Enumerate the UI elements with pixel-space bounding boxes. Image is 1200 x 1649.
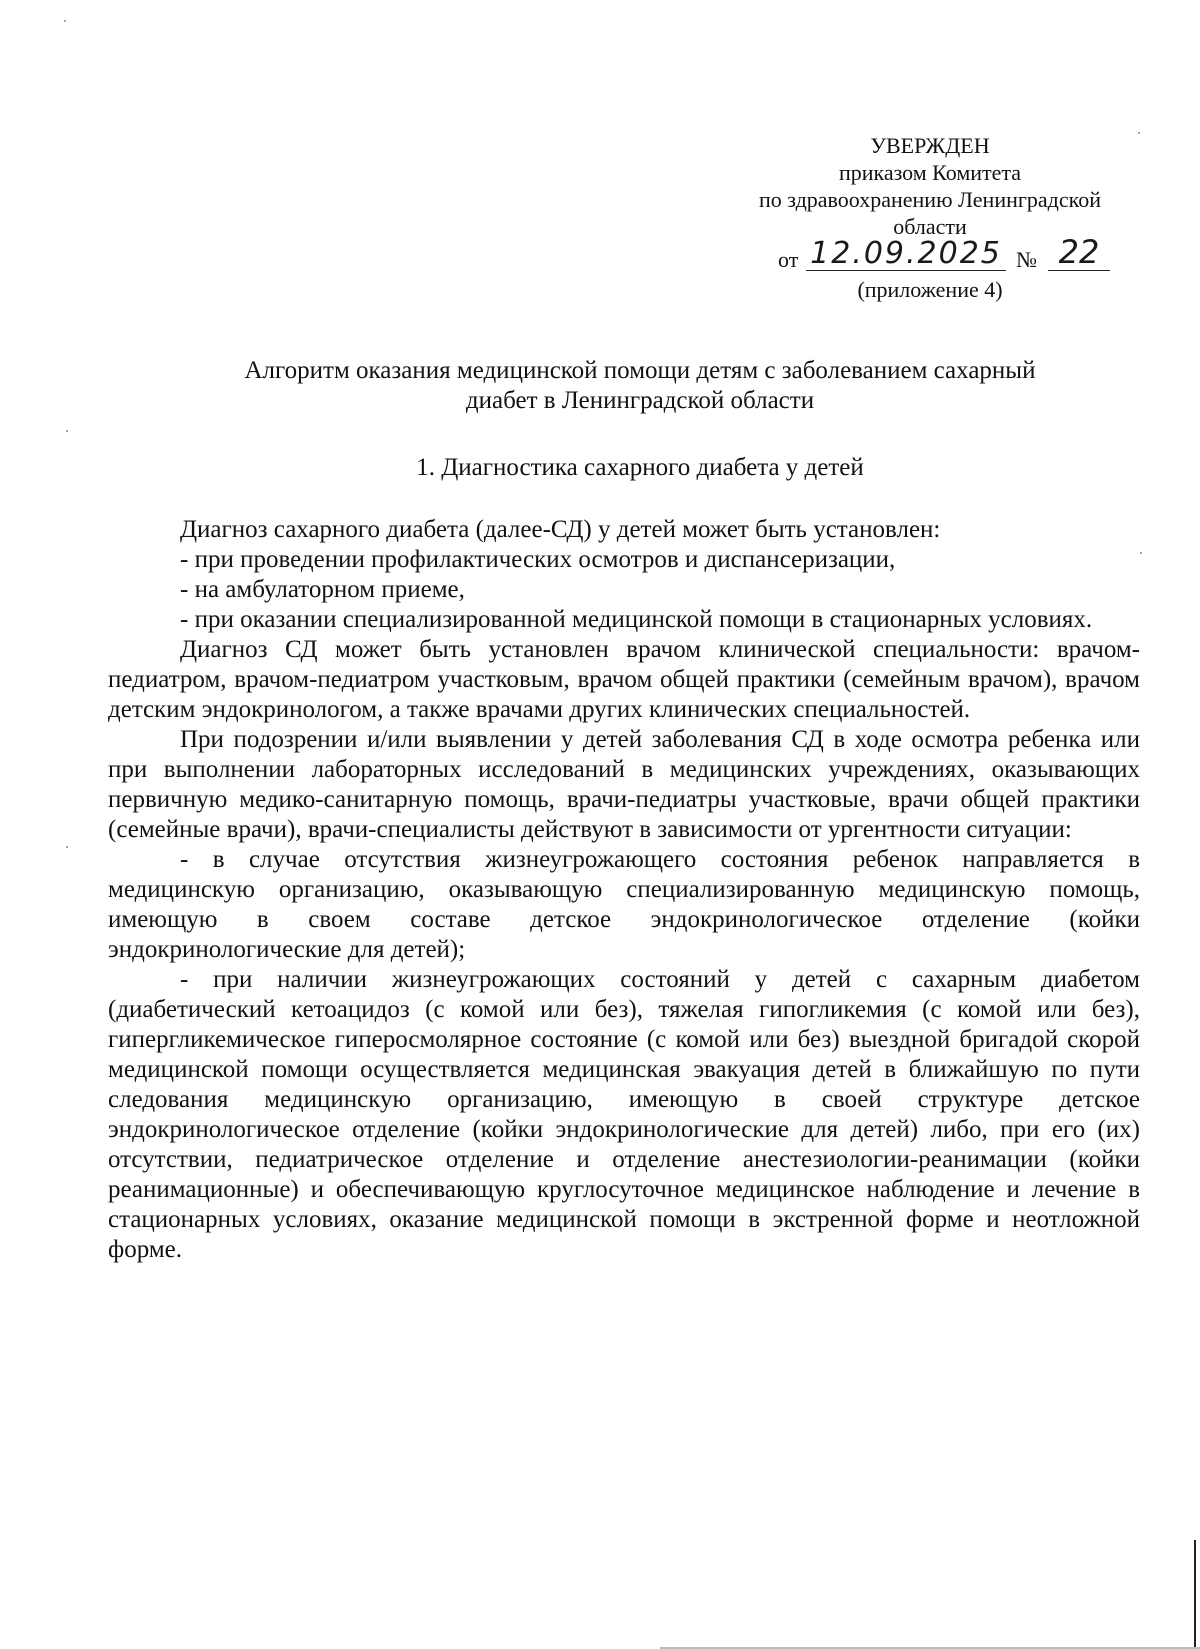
paragraph-diagnosing-doctors: Диагноз СД может быть установлен врачом клинической специальности: врачом-педиатром, врачом-педиатром участковым, врачом общей практики (семейным врачом), врачом детским эндокринологом, а также врачами других клинических специальностей.	[108, 636, 1140, 723]
scan-speck	[66, 846, 68, 848]
document-title	[160, 356, 1120, 416]
section-title: 1. Диагностика сахарного диабета у детей	[416, 454, 864, 481]
handwritten-order-number: 22	[1048, 232, 1110, 271]
order-date-line	[730, 233, 1130, 272]
scan-speck	[1138, 132, 1140, 134]
number-prefix: №	[1016, 247, 1037, 272]
scan-speck	[66, 430, 68, 432]
approval-line-2: по здравоохранению Ленинградской	[759, 187, 1101, 212]
scan-edge-mark	[1194, 1540, 1196, 1649]
appendix-label: (приложение 4)	[857, 277, 1003, 302]
approval-heading: УВЕРЖДЕН	[870, 133, 990, 158]
approval-line-1: приказом Комитета	[838, 160, 1022, 185]
list-item-non-urgent: - в случае отсутствия жизнеугрожающего состояния ребенок направляется в медицинскую организацию, оказывающую специализированную медицинскую помощь, имеющую в своем составе детское эндокринологическое отделение (койки эндокринологические для детей);	[108, 846, 1140, 963]
approval-block	[730, 132, 1130, 303]
list-item-urgent: - при наличии жизнеугрожающих состояний у детей с сахарным диабетом (диабетический кетоацидоз (с комой или без), тяжелая гипогликемия (с комой или без), гипергликемическое гиперосмолярное состояние (с комой или без) выездной бригадой скорой медицинской помощи осуществляется медицинская эвакуация детей в ближайшую по пути следования медицинскую организацию, имеющую в своей структуре детское эндокринологическое отделение (койки эндокринологические для детей) либо, при его (их) отсутствии, педиатрическое отделение и отделение анестезиологии-реанимации (койки реанимационные) и обеспечивающую круглосуточное медицинское наблюдение и лечение в стационарных условиях, оказание медицинской помощи в экстренной форме и неотложной форме.	[108, 966, 1140, 1263]
list-item-inpatient: - при оказании специализированной медицинской помощи в стационарных условиях.	[180, 606, 1093, 633]
scan-speck	[1140, 552, 1142, 554]
paragraph-suspicion: При подозрении и/или выявлении у детей заболевания СД в ходе осмотра ребенка или при выполнении лабораторных исследований в медицинских учреждениях, оказывающих первичную медико-санитарную помощь, врачи-педиатры участковые, врачи общей практики (семейные врачи), врачи-специалисты действуют в зависимости от ургентности ситуации:	[108, 726, 1140, 843]
date-prefix: от	[778, 247, 799, 272]
list-item-preventive-exams: - при проведении профилактических осмотров и диспансеризации,	[180, 546, 896, 573]
list-item-outpatient: - на амбулаторном приеме,	[180, 576, 465, 603]
document-body	[108, 515, 1140, 1265]
scan-speck	[64, 20, 66, 22]
document-title-line-2: диабет в Ленинградской области	[465, 387, 815, 414]
paragraph-intro: Диагноз сахарного диабета (далее-СД) у детей может быть установлен:	[180, 516, 941, 543]
handwritten-order-date: 12.09.2025	[806, 234, 1006, 271]
approval-line-3: области	[893, 214, 967, 239]
document-title-line-1: Алгоритм оказания медицинской помощи детям с заболеванием сахарный	[244, 357, 1036, 384]
